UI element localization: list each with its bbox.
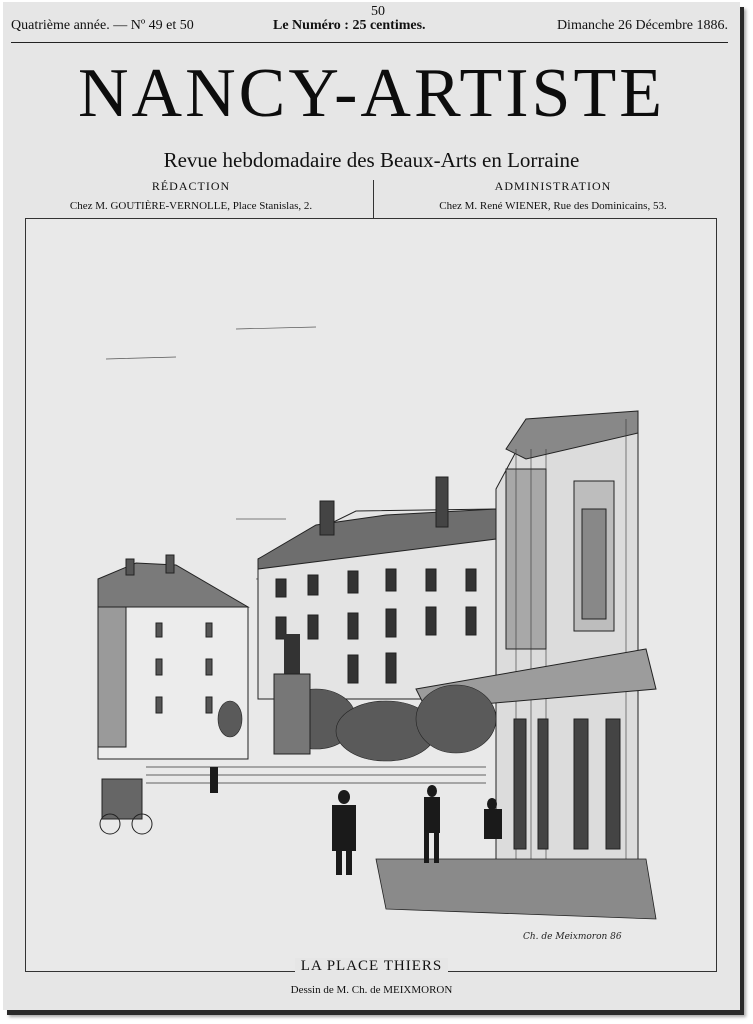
newspaper-page <box>3 2 740 1010</box>
masthead-title: NANCY-ARTISTE <box>77 55 665 132</box>
terrace <box>376 859 656 919</box>
issue-date: Dimanche 26 Décembre 1886. <box>556 18 728 33</box>
carriage <box>100 779 152 834</box>
issue-price: Le Numéro : 25 centimes. <box>273 18 426 33</box>
illustration-credit: Dessin de M. Ch. de MEIXMORON <box>290 984 453 996</box>
administration-block <box>373 179 733 212</box>
redaction-block <box>11 179 371 212</box>
issue-number: Quatrième année. — Nº 49 et 50 <box>11 18 194 33</box>
header-line <box>11 18 728 40</box>
place-thiers-drawing <box>26 219 716 971</box>
illustration-caption <box>3 958 740 975</box>
header-rule <box>11 42 728 43</box>
masthead-subtitle: Revue hebdomadaire des Beaux-Arts en Lorraine <box>163 148 580 172</box>
caption-text: LA PLACE THIERS <box>295 958 448 974</box>
redaction-heading: RÉDACTION <box>151 179 231 193</box>
administration-heading: ADMINISTRATION <box>494 179 612 193</box>
illustration-frame <box>25 218 717 972</box>
price-correction: 50 <box>371 4 385 19</box>
artist-signature: Ch. de Meixmoron 86 <box>523 932 622 942</box>
redaction-address: Chez M. GOUTIÈRE-VERNOLLE, Place Stanislas, 2. <box>69 200 313 212</box>
administration-address: Chez M. René WIENER, Rue des Dominicains, 53. <box>439 200 667 212</box>
